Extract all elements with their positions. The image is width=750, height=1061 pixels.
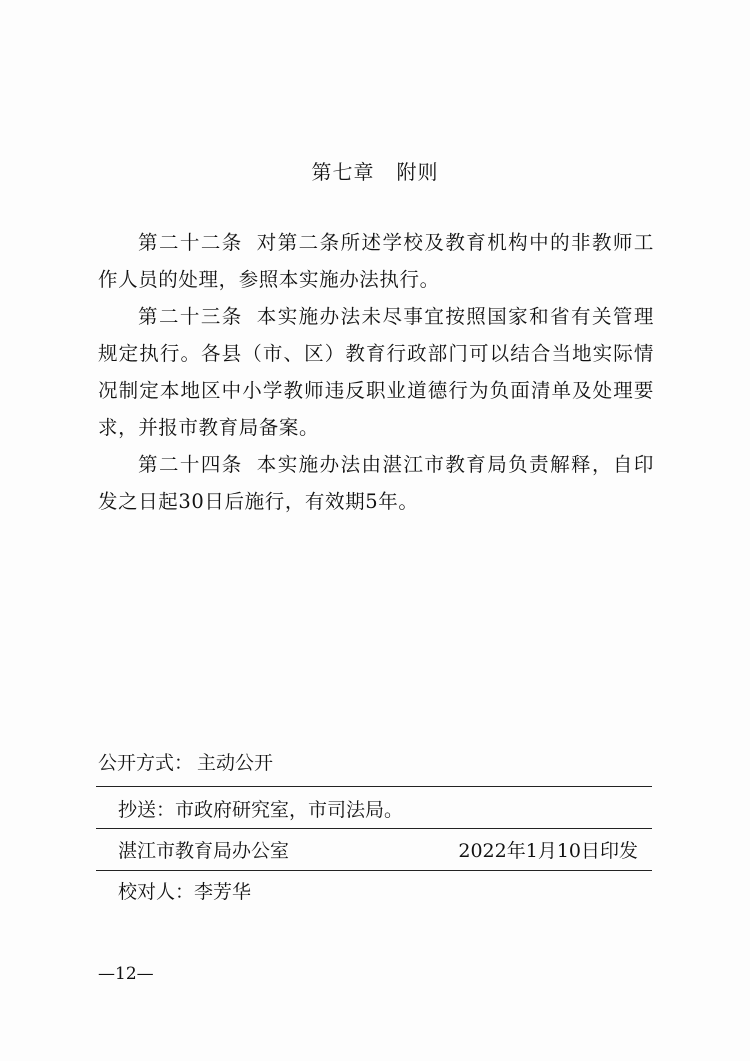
divider-top [96, 786, 652, 787]
article-label: 第二十三条 [138, 305, 243, 328]
issuer-name: 湛江市教育局办公室 [118, 840, 290, 862]
chapter-heading [0, 156, 750, 185]
chapter-title: 附则 [396, 160, 439, 184]
article-text: 对第二条所述学校及教育机构中的非教师工作人员的处理，参照本实施办法执行。 [98, 231, 654, 291]
divider-bottom [96, 870, 652, 871]
page-number: —12— [98, 964, 154, 984]
article-label: 第二十二条 [138, 231, 243, 254]
issue-date: 2022年1月10日印发 [458, 840, 638, 862]
disclosure-line [98, 748, 273, 775]
proofreader-line: 校对人：李芳华 [118, 881, 252, 903]
chapter-number: 第七章 [311, 160, 375, 184]
article-24 [98, 446, 654, 520]
article-22 [98, 224, 654, 298]
divider-middle [96, 828, 652, 829]
article-label: 第二十四条 [138, 453, 243, 476]
disclosure-label: 公开方式： [98, 752, 194, 774]
article-23 [98, 298, 654, 446]
issuer-line [118, 836, 638, 863]
article-text: 本实施办法未尽事宜按照国家和省有关管理规定执行。各县（市、区）教育行政部门可以结合当地实际情况制定本地区中小学教师违反职业道德行为负面清单及处理要求，并报市教育局备案。 [98, 305, 654, 439]
article-text: 本实施办法由湛江市教育局负责解释，自印发之日起30日后施行，有效期5年。 [98, 453, 654, 513]
article-body [98, 224, 654, 520]
disclosure-value: 主动公开 [197, 752, 274, 774]
cc-line: 抄送：市政府研究室，市司法局。 [118, 799, 404, 821]
